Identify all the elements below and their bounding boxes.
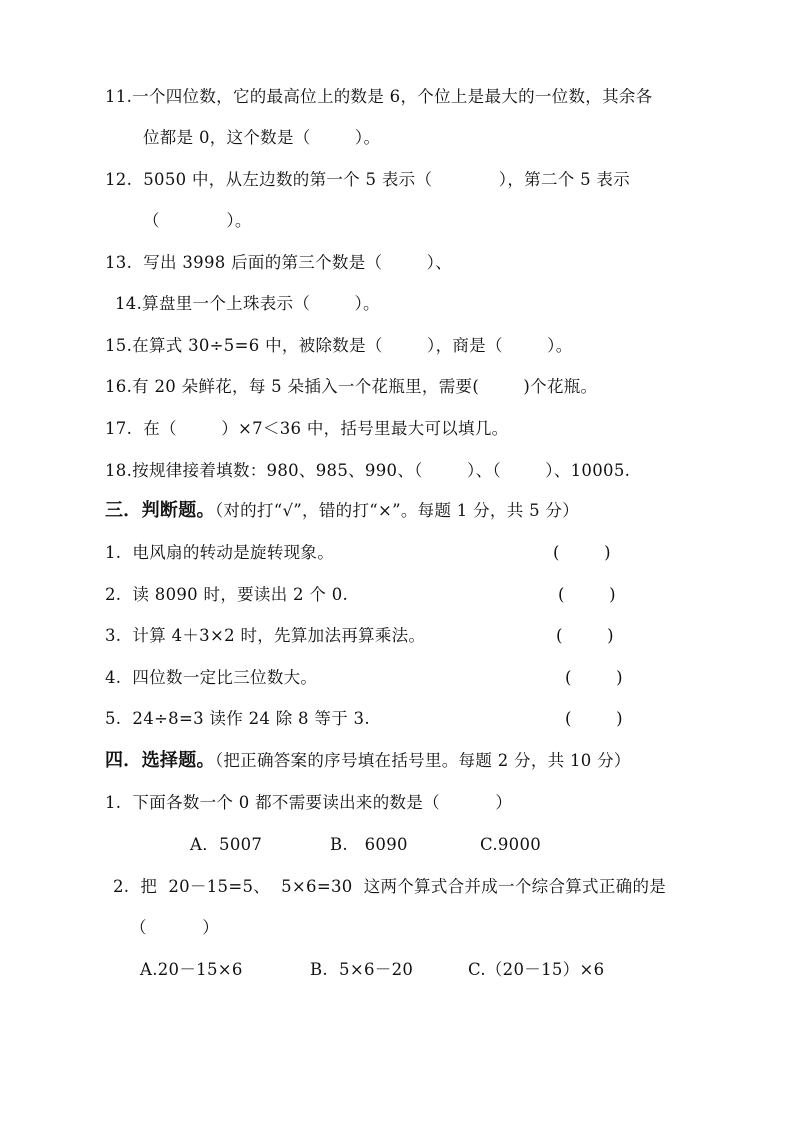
judge-answer-blank-1: ( ) — [553, 543, 611, 562]
question-11-line-1: 11.一个四位数，它的最高位上的数是 6，个位上是最大的一位数，其余各 — [105, 87, 653, 106]
question-12-line-2: （ ）。 — [143, 211, 252, 230]
judge-section-heading — [105, 500, 579, 522]
judge-answer-blank-3: ( ) — [556, 626, 614, 645]
choice-question-1: 1. 下面各数一个 0 都不需要读出来的数是（ ） — [105, 793, 513, 812]
question-12-line-1: 12. 5050 中，从左边数的第一个 5 表示（ ），第二个 5 表示 — [105, 170, 631, 189]
judge-answer-blank-5: ( ) — [565, 709, 623, 728]
choice-q2-option-c: C.（20－15）×6 — [468, 960, 605, 979]
question-13: 13. 写出 3998 后面的第三个数是（ ）、 — [105, 253, 453, 272]
judge-item-3: 3. 计算 4＋3×2 时，先算加法再算乘法。 — [105, 626, 426, 645]
question-18: 18.按规律接着填数：980、985、990、（ ）、（ ）、10005. — [105, 461, 631, 480]
choice-note: （把正确答案的序号填在括号里。每题 2 分，共 10 分） — [214, 751, 631, 770]
choice-q2-option-a: A.20－15×6 — [140, 960, 243, 979]
question-14: 14.算盘里一个上珠表示（ ）。 — [115, 294, 380, 313]
choice-section-heading — [105, 750, 631, 772]
choice-q1-option-a: A．5007 — [190, 835, 263, 854]
choice-question-2: 2. 把 20－15=5、 5×6=30 这两个算式合并成一个综合算式正确的是 — [113, 877, 667, 896]
choice-title: 四．选择题。 — [105, 750, 215, 771]
judge-item-2: 2. 读 8090 时，要读出 2 个 0. — [105, 585, 349, 604]
choice-q2-option-b: B. 5×6－20 — [310, 960, 414, 979]
judge-title: 三．判断题。 — [105, 500, 215, 521]
question-16: 16.有 20 朵鲜花，每 5 朵插入一个花瓶里，需要( )个花瓶。 — [105, 377, 598, 396]
judge-answer-blank-2: ( ) — [558, 585, 616, 604]
judge-note: （对的打“√”，错的打“×”。每题 1 分，共 5 分） — [214, 501, 580, 520]
choice-q1-option-c: C.9000 — [480, 835, 542, 854]
judge-answer-blank-4: ( ) — [565, 668, 623, 687]
choice-q1-option-b: B. 6090 — [330, 835, 408, 854]
question-17: 17. 在（ ）×7＜36 中，括号里最大可以填几。 — [105, 419, 509, 438]
choice-q2-blank: （ ） — [130, 918, 220, 937]
question-11-line-2: 位都是 0，这个数是（ ）。 — [143, 128, 381, 147]
question-15: 15.在算式 30÷5=6 中，被除数是（ ），商是（ ）。 — [105, 336, 573, 355]
judge-item-1: 1. 电风扇的转动是旋转现象。 — [105, 543, 335, 562]
judge-item-5: 5. 24÷8=3 读作 24 除 8 等于 3. — [105, 709, 370, 728]
judge-item-4: 4. 四位数一定比三位数大。 — [105, 668, 318, 687]
